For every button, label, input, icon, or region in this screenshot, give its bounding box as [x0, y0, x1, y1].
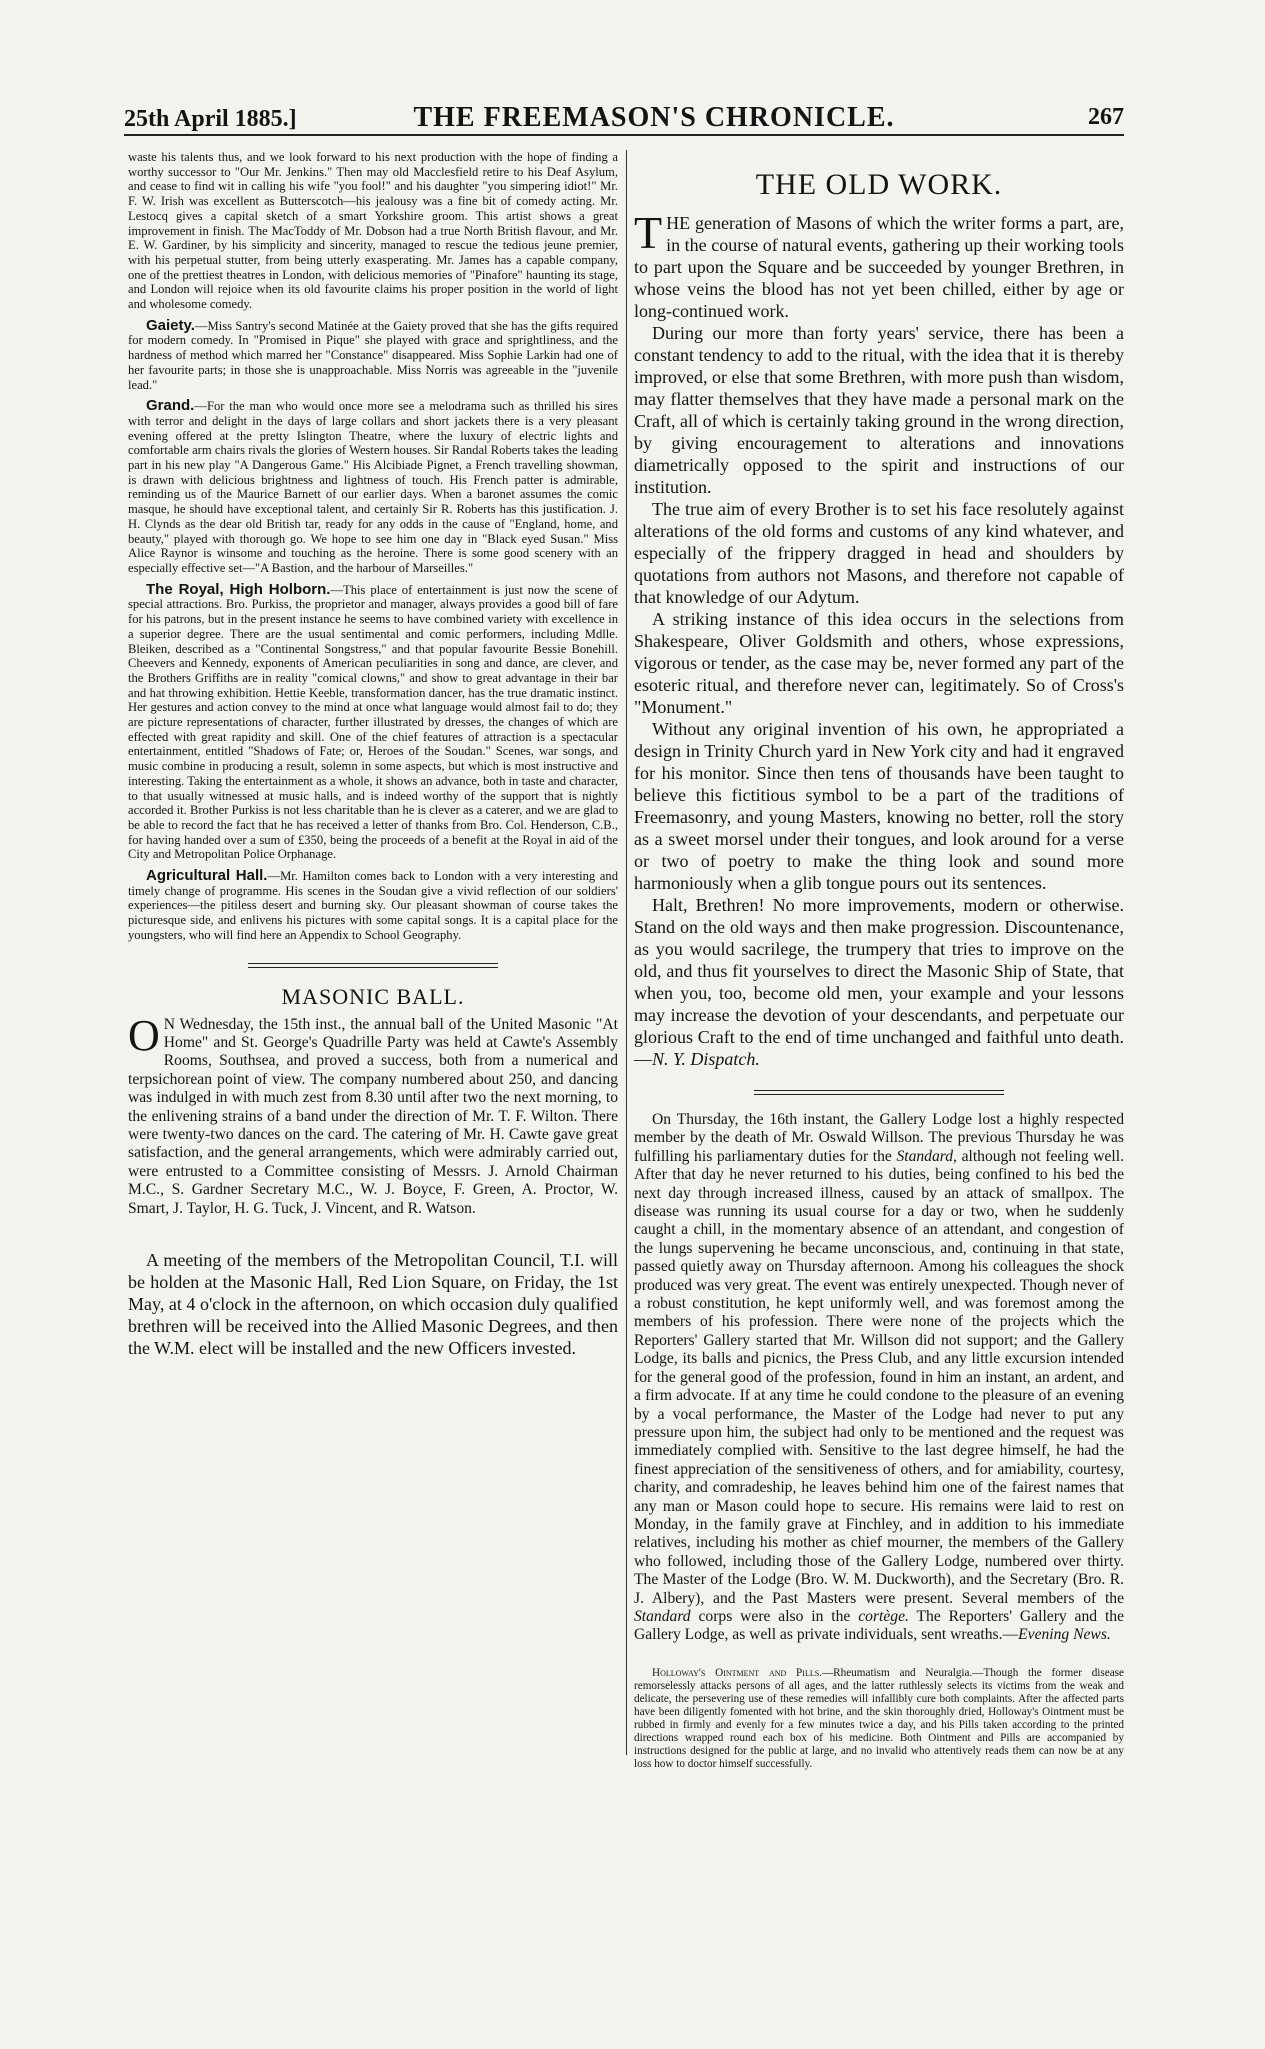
old-work-p4: A striking instance of this idea occurs in the selections from Shakespeare, Oliver Goldsmith and others, whose expressions, vigorous or tender, as the case may be, never formed any part of the esoteric ritual, and therefore never can, legitimately. So of Cross's "Monument." — [634, 609, 1124, 717]
old-work-dropcap: T — [634, 207, 663, 258]
standard-italic-2: Standard — [634, 1607, 691, 1625]
old-work-p3: The true aim of every Brother is to set his face resolutely against alterations of the old forms and customs of any kind whatever, and especially of the frippery dragged in head and shoulders by quotations from authors not Masons, and therefore not capable of that knowledge of our Adytum. — [634, 499, 1124, 607]
ball-dropcap: O — [128, 1010, 160, 1060]
old-work-p6-text: Halt, Brethren! No more improvements, modern or otherwise. Stand on the old ways and then make progression. Discountenance, as you would sacrilege, the trumpery that tries to improve on the old, and thus fit yourselves to direct the Masonic Ship of State, that when you, too, become old men, your example and your lessons may increase the devotion of your descendants, and perpetuate our glorious Craft to the end of time unchanged and faithful unto death.— — [634, 895, 1124, 1069]
obituary-text-d: The Reporters' Gallery and the Gallery Lodge, as well as private individuals, sent wreaths.— — [634, 1607, 1124, 1644]
gaiety-text: —Miss Santry's second Matinée at the Gaiety proved that she has the gifts required for modern comedy. In "Promised in Pique" she played with grace and sprightliness, and the hardness of method which marred her "Constance" disappeared. Miss Sophie Larkin had one of her favourite parts; in those she is unapproachable. Miss Norris was agreeable in the "juvenile lead." — [128, 318, 618, 392]
ball-text: N Wednesday, the 15th inst., the annual ball of the United Masonic "At Home" and St. George's Quadrille Party was held at Cawte's Assembly Rooms, Southsea, and proved a success, both from a numerical and terpsichorean point of view. The company numbered about 250, and dancing was indulged in with much zest from 8.30 until after two the next morning, to the enlivening strains of a band under the direction of Mr. T. F. Wilton. There were twenty-two dances on the card. The catering of Mr. H. Cawte gave great satisfaction, and the general arrangements, which were admirably carried out, were entrusted to a Committee consisting of Messrs. J. Arnold Chairman M.C., S. Gardner Secretary M.C., W. J. Boyce, F. Green, A. Proctor, W. Smart, J. Taylor, H. G. Tuck, J. Vincent, and R. Watson. — [128, 1015, 618, 1217]
old-work-p1-text: HE generation of Masons of which the writer forms a part, are, in the course of natural events, gathering up their working tools to part upon the Square and be succeeded by younger Brethren, in whose veins the blood has not yet been chilled, either by age or long-continued work. — [634, 213, 1124, 321]
obituary-text-a: On Thursday, the 16th instant, the Gallery Lodge lost a highly respected member by the death of Mr. Oswald Willson. The previous Thursday he was fulfilling his parliamentary duties for the — [634, 1111, 1124, 1165]
agricultural-heading: Agricultural Hall. — [146, 867, 268, 885]
agricultural-text: —Mr. Hamilton comes back to London with a very interesting and timely change of programme. His scenes in the Soudan give a vivid reflection of our soldiers' experiences—the pitiless desert and burning sky. Our pleasant showman of course takes the picturesque side, and enlivens his pictures with some capital songs. It is a capital place for the youngsters, who will find here an Appendix to School Geography. — [128, 869, 618, 942]
gaiety-heading: Gaiety. — [146, 316, 195, 334]
agricultural-review — [128, 869, 618, 943]
masonic-ball-article — [128, 1010, 618, 1218]
council-notice: A meeting of the members of the Metropolitan Council, T.I. will be holden at the Masonic Hall, Red Lion Square, on Friday, the 1st May, at 4 o'clock in the afternoon, on which occasion duly qualified brethren will be received into the Allied Masonic Degrees, and then the W.M. elect will be installed and the new Officers invested. — [128, 1250, 618, 1359]
ad-heading: Holloway's Ointment and Pills. — [652, 1666, 822, 1679]
publication-title: THE FREEMASON'S CHRONICLE. — [413, 102, 895, 133]
issue-date: 25th April 1885.] — [124, 106, 297, 132]
royal-heading: The Royal, High Holborn. — [146, 580, 331, 598]
grand-heading: Grand. — [146, 397, 195, 415]
standard-italic-1: Standard, — [896, 1147, 957, 1165]
obituary-text-c: corps were also in the — [690, 1607, 859, 1625]
cortege-italic: cortège. — [858, 1607, 909, 1625]
old-work-p5: Without any original invention of his own, he appropriated a design in Trinity Church yard in New York city and had it engraved for his monitor. Since then tens of thousands have been taught to believe this fictitious symbol to be a part of the traditions of Freemasonry, and young Masters, knowing no better, roll the story as a sweet morsel under their tongues, and look around for a verse or two of poetry to make the thing look and sound more harmoniously when a glib tongue pours out its sentences. — [634, 719, 1124, 893]
old-work-p1 — [634, 207, 1124, 322]
obituary-text-b: although not feeling well. After that day he never returned to his duties, being confined to his bed the next day through increased illness, caused by an attack of smallpox. The disease was running its usual course for a day or two, when he suddenly caught a chill, in the momentary absence of an attendant, and congestion of the lungs supervening he became unconscious, and, continuing in that state, passed quietly away on Thursday afternoon. Among his colleagues the shock produced was very great. The event was entirely unexpected. Though never of a robust constitution, he kept uniformly well, and was foremost among the members of his profession. There were none of the projects which the Reporters' Gallery started that Mr. Willson did not support; and the Gallery Lodge, its balls and picnics, the Press Club, and any little excursion intended for the general good of the profession, found in him an instant, an ardent, and a firm advocate. If at any time he could condone to the pleasure of an evening by a vocal performance, the Master of the Lodge had never to put any pressure upon him, the subject had only to be mentioned and the request was immediately complied with. Sensitive to the last degree himself, he had the finest appreciation of the sensitiveness of others, and for amiability, courtesy, charity, and comradeship, he leaves behind him one of the fairest names that any man or Mason could hope to secure. His remains were laid to rest on Monday, in the family grave at Finchley, and in addition to his immediate relatives, including his mother as chief mourner, the members of the Gallery who followed, including those of the Gallery Lodge, numbered over thirty. The Master of the Lodge (Bro. W. M. Duckworth), and the Secretary (Bro. R. J. Albery), and the Past Masters were present. Several members of the — [634, 1147, 1124, 1607]
obituary-article — [634, 1111, 1124, 1645]
obituary-source: Evening News. — [1018, 1626, 1111, 1644]
grand-review — [128, 399, 618, 575]
old-work-p6 — [634, 894, 1124, 1070]
masonic-ball-title: MASONIC BALL. — [281, 983, 465, 1009]
section-rule — [248, 963, 498, 968]
page-number: 267 — [1088, 104, 1124, 130]
ad-body: —Rheumatism and Neuralgia.—Though the former disease remorselessly attacks persons of all ages, and the latter ruthlessly selects its victims from the weak and delicate, the persevering use of these remedies will infallibly cure both complaints. After the affected parts have been diligently fomented with hot brine, and the skin thoroughly dried, Holloway's Ointment must be rubbed in firmly and evenly for a few minutes twice a day, and his Pills taken according to the printed directions wrapped round each box of his medicine. Both Ointment and Pills are accompanied by instructions designed for the public at large, and no invalid who attentively reads them can now be at any loss how to doctor himself successfully. — [634, 1666, 1124, 1771]
old-work-p2: During our more than forty years' service, there has been a constant tendency to add to the ritual, with the idea that it is thereby improved, or else that some Brethren, with more push than wisdom, may flatter themselves that they have made a personal mark on the Craft, all of which is certainly taking ground in the wrong direction, by giving encouragement to alterations and innovations diametrically opposed to the spirit and instructions of our institution. — [634, 323, 1124, 497]
ad-text — [634, 1667, 1124, 1772]
gaiety-review — [128, 316, 618, 393]
right-column — [634, 150, 1124, 1772]
section-rule-right — [754, 1090, 1004, 1095]
royal-text: —This place of entertainment is just now the scene of special attractions. Bro. Purkiss, the proprietor and manager, always provides a good bill of fare for his patrons, but in the present instance he seems to have combined variety with excellence in a superior degree. There are the usual sentimental and comic performers, including Mdlle. Bleiken, described as a "Continental Songstress," and that popular favourite Bessie Bonehill. Cheevers and Kennedy, exponents of American peculiarities in song and dance, are clever, and the Brothers Griffiths are in reality "comical clowns," and show to great advantage in their bar and hat throwing exhibition. Hettie Keeble, transformation dancer, has the true dramatic instinct. Her gestures and action convey to the mind at once what language would almost fail to do; they are picture representations of character, further illustrated by dresses, the changes of which are effected with great rapidity and skill. One of the chief features of attraction is a spectacular entertainment, entitled "Shadows of Fate; or, Heroes of the Soudan." Scenes, war songs, and music combine in producing a result, solemn in some aspects, but which is most instructive and interesting. Taking the entertainment as a whole, it shows an advance, both in taste and character, to that usually witnessed at music halls, and is indeed worthy of the support that is nightly accorded it. Brother Purkiss is not less charitable than he is clever as a caterer, and we are glad to be able to record the fact that he has received a letter of thanks from Bro. Col. Henderson, C.B., for having handed over a sum of £350, being the proceeds of a benefit at the Royal in aid of the City and Metropolitan Police Orphanage. — [128, 582, 618, 862]
left-column — [128, 150, 618, 1359]
page-header — [124, 100, 1124, 136]
old-work-title: THE OLD WORK. — [755, 168, 1003, 201]
column-divider — [626, 150, 627, 1755]
theatre-review-continued: waste his talents thus, and we look forward to his next production with the hope of finding a worthy successor to "Our Mr. Jenkins." Then may old Macclesfield retire to his Deaf Asylum, and cease to find wit in calling his wife "you fool!" and his daughter "you simpering idiot!" Mr. F. W. Irish was excellent as Butterscotch—his jealousy was a fine bit of comedy acting. Mr. Lestocq gives a capital sketch of a smart Yorkshire groom. This artist shows a great improvement in finish. The MacToddy of Mr. Dobson had a true North British flavour, and Mr. E. W. Gardiner, by his simplicity and sincerity, managed to rescue the tedious jeune premier, with his perpetual stutter, from being utterly exasperating. Mr. James has a capable company, one of the prettiest theatres in London, with delicious memories of "Pinafore" haunting its stage, and London will rejoice when its old favourite claims his proper position in the world of light and wholesome comedy. — [128, 150, 618, 312]
old-work-source: N. Y. Dispatch. — [652, 1049, 760, 1069]
grand-text: —For the man who would once more see a melodrama such as thrilled his sires with terror and delight in the days of large collars and short jackets there is a very pleasant evening offered at the pretty Islington Theatre, where the luxury of electric lights and comfortable arm chairs rivals the glories of Western houses. Sir Randal Roberts takes the leading part in his new play "A Dangerous Game." His Alcibiade Pignet, a French travelling showman, is drawn with delicious brightness and lightness of touch. His French patter is admirable, reminding us of the Maurice Barnett of our earlier days. When a baronet assumes the comic masque, he should have exceptional talent, and certainly Sir R. Roberts has this justification. J. H. Clynds as the dear old British tar, ready for any odds in the cause of "England, home, and beauty," played with thorough go. We hope to see him one day in "Black eyed Susan." Miss Alice Raynor is winsome and touching as the heroine. There is some good scenery with an especially effective set—"A Bastion, and the harbour of Marseilles." — [128, 399, 618, 575]
holloway-advertisement — [634, 1667, 1124, 1772]
royal-review — [128, 580, 618, 862]
